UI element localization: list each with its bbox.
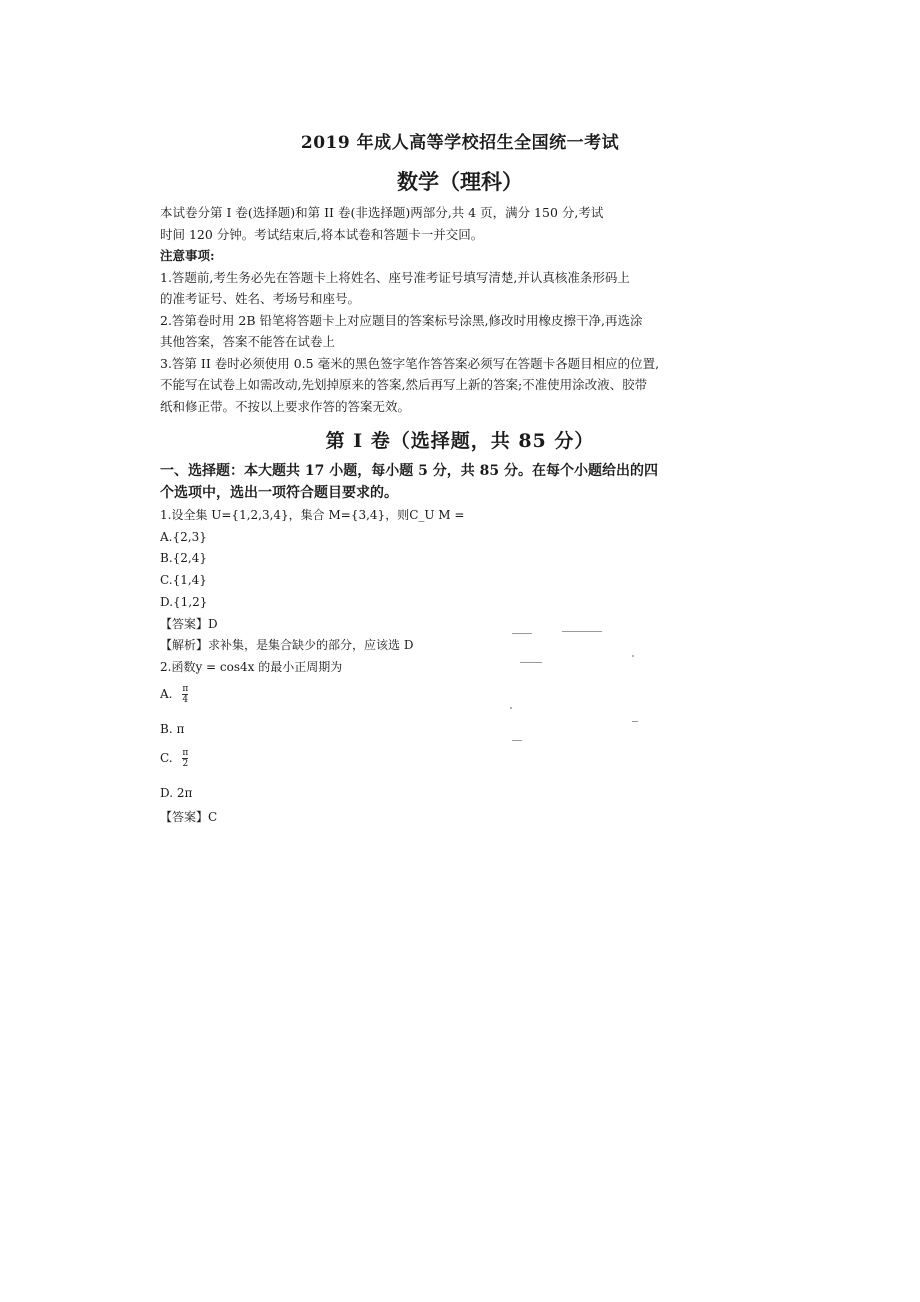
fraction	[182, 684, 188, 705]
q2-answer-label: 【答案】C	[160, 810, 218, 824]
q2-option-c	[160, 748, 188, 769]
note-line: 2.答第卷时用 2B 铅笔将答题卡上对应题目的答案标号涂黑,修改时用橡皮擦干净,再选涂	[160, 312, 643, 328]
fraction-denominator: 2	[182, 759, 189, 769]
q2-option-a	[160, 684, 188, 705]
scan-dot	[632, 655, 634, 657]
notes-heading: 注意事项:	[160, 248, 215, 263]
intro-line: 本试卷分第 I 卷(选择题)和第 II 卷(非选择题)两部分,共 4 页，满分 150 分,考试	[160, 205, 604, 220]
scan-smudge	[512, 633, 532, 634]
scan-smudge	[512, 740, 522, 741]
option-label: C.	[160, 751, 173, 765]
option-a: A.{2,3}	[160, 529, 207, 544]
option-c: C.{1,4}	[160, 573, 207, 588]
fraction-numerator: π	[182, 684, 189, 694]
question-1	[160, 505, 760, 679]
note-line: 3.答第 II 卷时必须使用 0.5 毫米的黑色签字笔作答答案必须写在答题卡各题目相应的位置,	[160, 355, 660, 371]
option-b: B.{2,4}	[160, 551, 207, 566]
answer-label: 【答案】D	[160, 616, 218, 631]
exam-subtitle: 数学（理科）	[397, 169, 523, 194]
exam-title: 2019 年成人高等学校招生全国统一考试	[300, 133, 620, 153]
q2-option-d: D. 2π	[160, 786, 193, 800]
note-line: 1.答题前,考生务必先在答题卡上将姓名、座号准考证号填写清楚,并认真核准条形码上	[160, 269, 630, 285]
scan-smudge	[520, 662, 542, 663]
fraction-numerator: π	[182, 748, 189, 758]
intro-paragraph	[160, 202, 760, 417]
fraction-denominator: 4	[182, 695, 189, 705]
option-label: A.	[160, 687, 173, 701]
intro-line: 时间 120 分钟。考试结束后,将本试卷和答题卡一并交回。	[160, 226, 484, 242]
scan-smudge	[632, 721, 638, 722]
note-line: 纸和修正带。不按以上要求作答的答案无效。	[160, 398, 411, 414]
instruction-line: 个选项中，选出一项符合题目要求的。	[160, 485, 398, 501]
scan-dot	[510, 707, 512, 709]
scan-smudge	[562, 631, 602, 632]
instruction-line: 一、选择题：本大题共 17 小题，每小题 5 分，共 85 分。在每个小题给出的四	[160, 463, 658, 479]
option-d: D.{1,2}	[160, 594, 208, 609]
section-instructions	[160, 460, 760, 504]
analysis-label: 【解析】求补集，是集合缺少的部分，应该选 D	[160, 638, 414, 653]
note-line: 其他答案，答案不能答在试卷上	[160, 334, 336, 349]
question-2-stem: 2.函数y = cos4x 的最小正周期为	[160, 659, 343, 674]
section-title: 第 I 卷（选择题，共 85 分）	[325, 430, 595, 452]
question-1-stem: 1.设全集 U={1,2,3,4}，集合 M={3,4}，则C_U M =	[160, 508, 465, 522]
fraction	[182, 748, 188, 769]
note-line: 不能写在试卷上如需改动,先划掉原来的答案,然后再写上新的答案;不准使用涂改液、胶带	[160, 377, 648, 392]
q2-option-b: B. π	[160, 722, 185, 736]
note-line: 的准考证号、姓名、考场号和座号。	[160, 291, 361, 306]
